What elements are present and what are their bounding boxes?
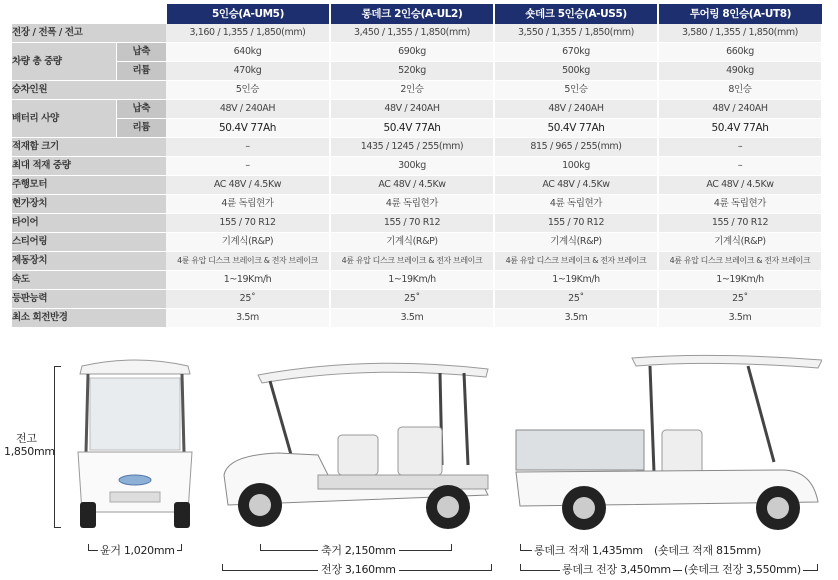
table-cell: 1435 / 1245 / 255(mm) [330, 138, 494, 157]
table-cell: 155 / 70 R12 [658, 214, 822, 233]
table-cell: – [166, 138, 330, 157]
table-cell: 500kg [494, 62, 658, 81]
table-cell: 48V / 240AH [658, 100, 822, 119]
table-cell: 3.5m [494, 309, 658, 328]
column-header-us5: 숏데크 5인승(A-US5) [494, 4, 658, 24]
table-cell: 2인승 [330, 81, 494, 100]
table-cell: 155 / 70 R12 [166, 214, 330, 233]
deck-long-label: 롱데크 적재 1,435mm [534, 544, 643, 557]
header-corner [12, 4, 166, 24]
row-label: 스티어링 [12, 233, 166, 252]
table-cell: 기계식(R&P) [494, 233, 658, 252]
table-cell: 25˚ [658, 290, 822, 309]
column-header-um5: 5인승(A-UM5) [166, 4, 330, 24]
row-label: 주행모터 [12, 176, 166, 195]
table-cell: 300kg [330, 157, 494, 176]
table-cell: AC 48V / 4.5Kw [658, 176, 822, 195]
table-cell: 25˚ [166, 290, 330, 309]
table-cell: 4륜 독립현가 [330, 195, 494, 214]
table-cell: 4륜 독립현가 [494, 195, 658, 214]
table-cell: 660kg [658, 43, 822, 62]
table-row [12, 214, 822, 233]
table-cell: 50.4V 77Ah [166, 119, 330, 138]
table-cell: 48V / 240AH [166, 100, 330, 119]
row-label: 전장 / 전폭 / 전고 [12, 24, 166, 43]
deck-short-label: (숏데크 적재 815mm) [654, 544, 761, 557]
row-label: 현가장치 [12, 195, 166, 214]
table-row [12, 62, 822, 81]
table-cell: 50.4V 77Ah [658, 119, 822, 138]
table-row [12, 100, 822, 119]
table-cell: 25˚ [330, 290, 494, 309]
table-row [12, 119, 822, 138]
table-cell: 25˚ [494, 290, 658, 309]
table-cell: AC 48V / 4.5Kw [166, 176, 330, 195]
table-cell: 1~19Km/h [494, 271, 658, 290]
table-cell: 8인승 [658, 81, 822, 100]
row-sublabel: 납축 [116, 43, 166, 62]
row-label: 차량 총 중량 [12, 43, 116, 81]
table-cell: 3.5m [330, 309, 494, 328]
length-long-label: 롱데크 전장 3,450mm [562, 563, 671, 576]
cart-side-view-standard [218, 355, 496, 535]
length-standard-label: 전장 3,160mm [318, 561, 399, 577]
table-cell: – [166, 157, 330, 176]
table-cell: 기계식(R&P) [166, 233, 330, 252]
table-cell: 50.4V 77Ah [494, 119, 658, 138]
table-cell: 50.4V 77Ah [330, 119, 494, 138]
table-row [12, 43, 822, 62]
table-row [12, 252, 822, 271]
table-cell: AC 48V / 4.5Kw [494, 176, 658, 195]
row-label: 최대 적재 중량 [12, 157, 166, 176]
height-value: 1,850mm [4, 445, 55, 458]
table-row [12, 176, 822, 195]
table-cell: – [658, 138, 822, 157]
cart-front-view [70, 352, 200, 532]
spec-table [12, 4, 823, 328]
table-cell: 490kg [658, 62, 822, 81]
table-cell: 815 / 965 / 255(mm) [494, 138, 658, 157]
table-cell: 1~19Km/h [166, 271, 330, 290]
wheelbase-label: 축거 2,150mm [318, 542, 399, 558]
table-cell: 690kg [330, 43, 494, 62]
table-row [12, 309, 822, 328]
table-cell: 1~19Km/h [658, 271, 822, 290]
row-label: 타이어 [12, 214, 166, 233]
table-row [12, 195, 822, 214]
table-cell: 3.5m [166, 309, 330, 328]
table-cell: 4륜 독립현가 [658, 195, 822, 214]
row-label: 승차인원 [12, 81, 166, 100]
row-label: 배터리 사양 [12, 100, 116, 138]
table-row [12, 157, 822, 176]
table-cell: 4륜 유압 디스크 브레이크 & 전자 브레이크 [166, 252, 330, 271]
table-cell: 470kg [166, 62, 330, 81]
table-cell: 기계식(R&P) [330, 233, 494, 252]
table-cell: 3,550 / 1,355 / 1,850(mm) [494, 24, 658, 43]
table-cell: 5인승 [166, 81, 330, 100]
row-sublabel: 리튬 [116, 119, 166, 138]
tread-label: 윤거 1,020mm [100, 544, 175, 557]
table-cell: 4륜 유압 디스크 브레이크 & 전자 브레이크 [658, 252, 822, 271]
table-cell: 4륜 유압 디스크 브레이크 & 전자 브레이크 [330, 252, 494, 271]
table-cell: 520kg [330, 62, 494, 81]
row-label: 최소 회전반경 [12, 309, 166, 328]
row-label: 등판능력 [12, 290, 166, 309]
table-header-row [12, 4, 822, 24]
table-row [12, 290, 822, 309]
table-cell: 100kg [494, 157, 658, 176]
table-cell: 155 / 70 R12 [330, 214, 494, 233]
column-header-ul2: 롱데크 2인승(A-UL2) [330, 4, 494, 24]
table-cell: AC 48V / 4.5Kw [330, 176, 494, 195]
row-sublabel: 리튬 [116, 62, 166, 81]
table-row [12, 138, 822, 157]
table-row [12, 24, 822, 43]
table-cell: – [658, 157, 822, 176]
cart-side-view-deck [512, 352, 822, 537]
table-cell: 3,580 / 1,355 / 1,850(mm) [658, 24, 822, 43]
row-label: 적재함 크기 [12, 138, 166, 157]
table-cell: 기계식(R&P) [658, 233, 822, 252]
table-row [12, 271, 822, 290]
table-row [12, 233, 822, 252]
row-sublabel: 납축 [116, 100, 166, 119]
table-cell: 48V / 240AH [494, 100, 658, 119]
column-header-ut8: 투어링 8인승(A-UT8) [658, 4, 822, 24]
table-cell: 5인승 [494, 81, 658, 100]
table-cell: 4륜 독립현가 [166, 195, 330, 214]
table-cell: 155 / 70 R12 [494, 214, 658, 233]
table-cell: 4륜 유압 디스크 브레이크 & 전자 브레이크 [494, 252, 658, 271]
table-cell: 3,450 / 1,355 / 1,850(mm) [330, 24, 494, 43]
length-short-label: (숏데크 전장 3,550mm) [684, 563, 801, 576]
table-cell: 48V / 240AH [330, 100, 494, 119]
table-cell: 3,160 / 1,355 / 1,850(mm) [166, 24, 330, 43]
row-label: 제동장치 [12, 252, 166, 271]
table-cell: 1~19Km/h [330, 271, 494, 290]
table-cell: 3.5m [658, 309, 822, 328]
table-row [12, 81, 822, 100]
table-cell: 640kg [166, 43, 330, 62]
height-label: 전고 [16, 432, 37, 445]
row-label: 속도 [12, 271, 166, 290]
height-dimension-line [54, 366, 61, 528]
table-cell: 670kg [494, 43, 658, 62]
